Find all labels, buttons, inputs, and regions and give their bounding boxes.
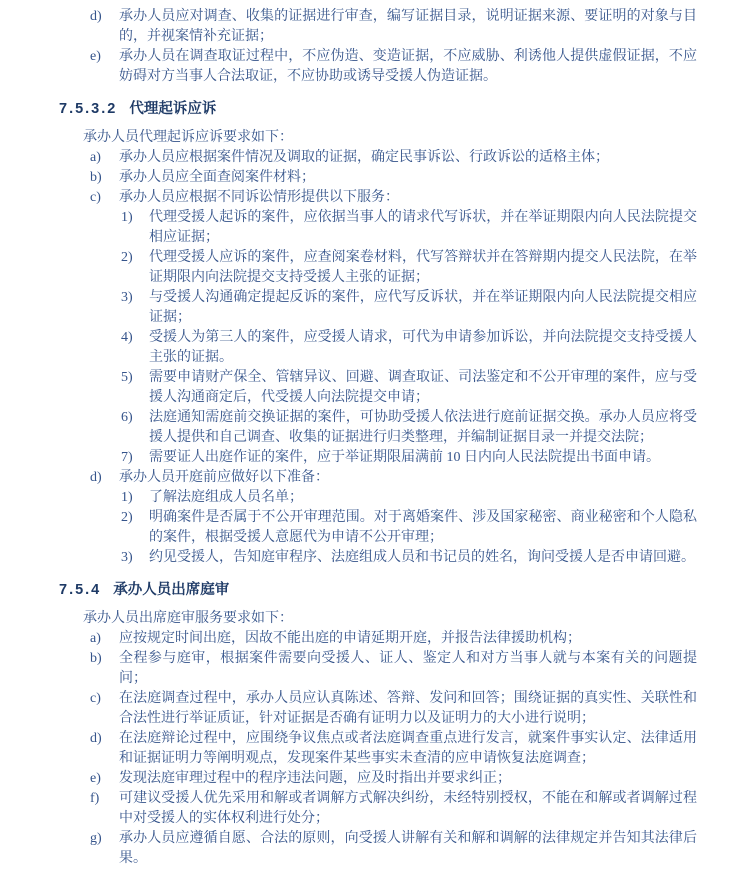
item-marker: a) bbox=[90, 631, 101, 646]
item-text: 代理受援人应诉的案件，应查阅案卷材料，代写答辩状并在答辩期内提交人民法院，在举证期限内向法院提交支持受援人主张的证据； bbox=[149, 250, 697, 285]
item-text: 在法庭调查过程中，承办人员应认真陈述、答辩、发问和回答；围绕证据的真实性、关联性和合法性进行举证质证，针对证据是否确有证明力以及证明力的大小进行说明； bbox=[119, 691, 697, 726]
item-marker: 2) bbox=[121, 250, 133, 265]
item-text: 明确案件是否属于不公开审理范围。对于离婚案件、涉及国家秘密、商业秘密和个人隐私的案件，根据受援人意愿代为申请不公开审理； bbox=[149, 510, 697, 545]
item-text: 法庭通知需庭前交换证据的案件，可协助受援人依法进行庭前证据交换。承办人员应将受援人提供和自己调查、收集的证据进行归类整理，并编制证据目录一并提交法院； bbox=[149, 410, 697, 445]
section-intro: 承办人员出席庭审服务要求如下： bbox=[83, 611, 293, 626]
item-text: 承办人员应根据不同诉讼情形提供以下服务： bbox=[119, 190, 399, 205]
item-text: 承办人员应遵循自愿、合法的原则，向受援人讲解有关和解和调解的法律规定并告知其法律后果。 bbox=[119, 831, 697, 866]
list-item bbox=[59, 148, 697, 168]
section-heading bbox=[59, 580, 697, 601]
item-marker: d) bbox=[90, 470, 102, 485]
item-text: 约见受援人，告知庭审程序、法庭组成人员和书记员的姓名，询问受援人是否申请回避。 bbox=[149, 550, 695, 565]
item-marker: 1) bbox=[121, 210, 133, 225]
item-text: 需要证人出庭作证的案件，应于举证期限届满前 10 日内向人民法院提出书面申请。 bbox=[149, 450, 660, 465]
list-subitem bbox=[59, 248, 697, 288]
list-item bbox=[59, 789, 697, 829]
item-marker: 2) bbox=[121, 510, 133, 525]
section-heading bbox=[59, 99, 697, 120]
section-number: 7.5.4 bbox=[59, 582, 102, 598]
list-subitem bbox=[59, 508, 697, 548]
list-subitem bbox=[59, 408, 697, 448]
list-item bbox=[59, 468, 697, 488]
item-marker: e) bbox=[90, 49, 101, 64]
item-marker: f) bbox=[90, 791, 100, 806]
list-subitem bbox=[59, 288, 697, 328]
list-subitem bbox=[59, 448, 697, 468]
item-marker: g) bbox=[90, 831, 102, 846]
list-item bbox=[59, 649, 697, 689]
list-item bbox=[59, 168, 697, 188]
item-text: 应按规定时间出庭，因故不能出庭的申请延期开庭，并报告法律援助机构； bbox=[119, 631, 581, 646]
item-marker: d) bbox=[90, 9, 102, 24]
list-item-pre bbox=[59, 47, 697, 87]
item-marker: 7) bbox=[121, 450, 133, 465]
item-marker: 4) bbox=[121, 330, 133, 345]
section-title: 承办人员出席庭审 bbox=[113, 582, 230, 598]
item-text: 可建议受援人优先采用和解或者调解方式解决纠纷，未经特别授权，不能在和解或者调解过程中对受援人的实体权利进行处分； bbox=[119, 791, 697, 826]
item-text: 承办人员应根据案件情况及调取的证据，确定民事诉讼、行政诉讼的适格主体； bbox=[119, 150, 609, 165]
item-marker: 3) bbox=[121, 290, 133, 305]
item-marker: d) bbox=[90, 731, 102, 746]
item-text: 发现法庭审理过程中的程序违法问题，应及时指出并要求纠正； bbox=[119, 771, 511, 786]
section-number: 7.5.3.2 bbox=[59, 101, 118, 117]
item-text: 承办人员在调查取证过程中，不应伪造、变造证据，不应威胁、利诱他人提供虚假证据，不应妨碍对方当事人合法取证，不应协助或诱导受援人伪造证据。 bbox=[119, 49, 697, 84]
list-item bbox=[59, 629, 697, 649]
item-text: 与受援人沟通确定提起反诉的案件，应代写反诉状，并在举证期限内向人民法院提交相应证据； bbox=[149, 290, 697, 325]
list-subitem bbox=[59, 548, 697, 568]
list-item bbox=[59, 769, 697, 789]
item-marker: 6) bbox=[121, 410, 133, 425]
item-text: 需要申请财产保全、管辖异议、回避、调查取证、司法鉴定和不公开审理的案件，应与受援人沟通商定后，代受援人向法院提交申请； bbox=[149, 370, 697, 405]
list-subitem bbox=[59, 368, 697, 408]
item-text: 代理受援人起诉的案件，应依据当事人的请求代写诉状，并在举证期限内向人民法院提交相应证据； bbox=[149, 210, 697, 245]
list-item-pre bbox=[59, 7, 697, 47]
item-marker: 5) bbox=[121, 370, 133, 385]
item-marker: a) bbox=[90, 150, 101, 165]
section-intro: 承办人员代理起诉应诉要求如下： bbox=[83, 130, 293, 145]
item-marker: b) bbox=[90, 651, 102, 666]
list-subitem bbox=[59, 488, 697, 508]
item-marker: c) bbox=[90, 691, 101, 706]
item-marker: b) bbox=[90, 170, 102, 185]
item-marker: 1) bbox=[121, 490, 133, 505]
list-item bbox=[59, 689, 697, 729]
item-text: 承办人员应对调查、收集的证据进行审查，编写证据目录，说明证据来源、要证明的对象与目的，并视案情补充证据； bbox=[119, 9, 697, 44]
list-subitem bbox=[59, 208, 697, 248]
item-text: 承办人员应全面查阅案件材料； bbox=[119, 170, 315, 185]
item-marker: e) bbox=[90, 771, 101, 786]
item-text: 了解法庭组成人员名单； bbox=[149, 490, 303, 505]
section-title: 代理起诉应诉 bbox=[129, 101, 217, 117]
list-item bbox=[59, 188, 697, 208]
item-marker: 3) bbox=[121, 550, 133, 565]
item-text: 全程参与庭审，根据案件需要向受援人、证人、鉴定人和对方当事人就与本案有关的问题提问； bbox=[119, 651, 697, 686]
item-text: 承办人员开庭前应做好以下准备： bbox=[119, 470, 329, 485]
list-subitem bbox=[59, 328, 697, 368]
item-text: 在法庭辩论过程中，应围绕争议焦点或者法庭调查重点进行发言，就案件事实认定、法律适用和证据证明力等阐明观点，发现案件某些事实未查清的应申请恢复法庭调查； bbox=[119, 731, 697, 766]
item-marker: c) bbox=[90, 190, 101, 205]
list-item bbox=[59, 729, 697, 769]
item-text: 受援人为第三人的案件，应受援人请求，可代为申请参加诉讼，并向法院提交支持受援人主张的证据。 bbox=[149, 330, 697, 365]
list-item bbox=[59, 829, 697, 869]
